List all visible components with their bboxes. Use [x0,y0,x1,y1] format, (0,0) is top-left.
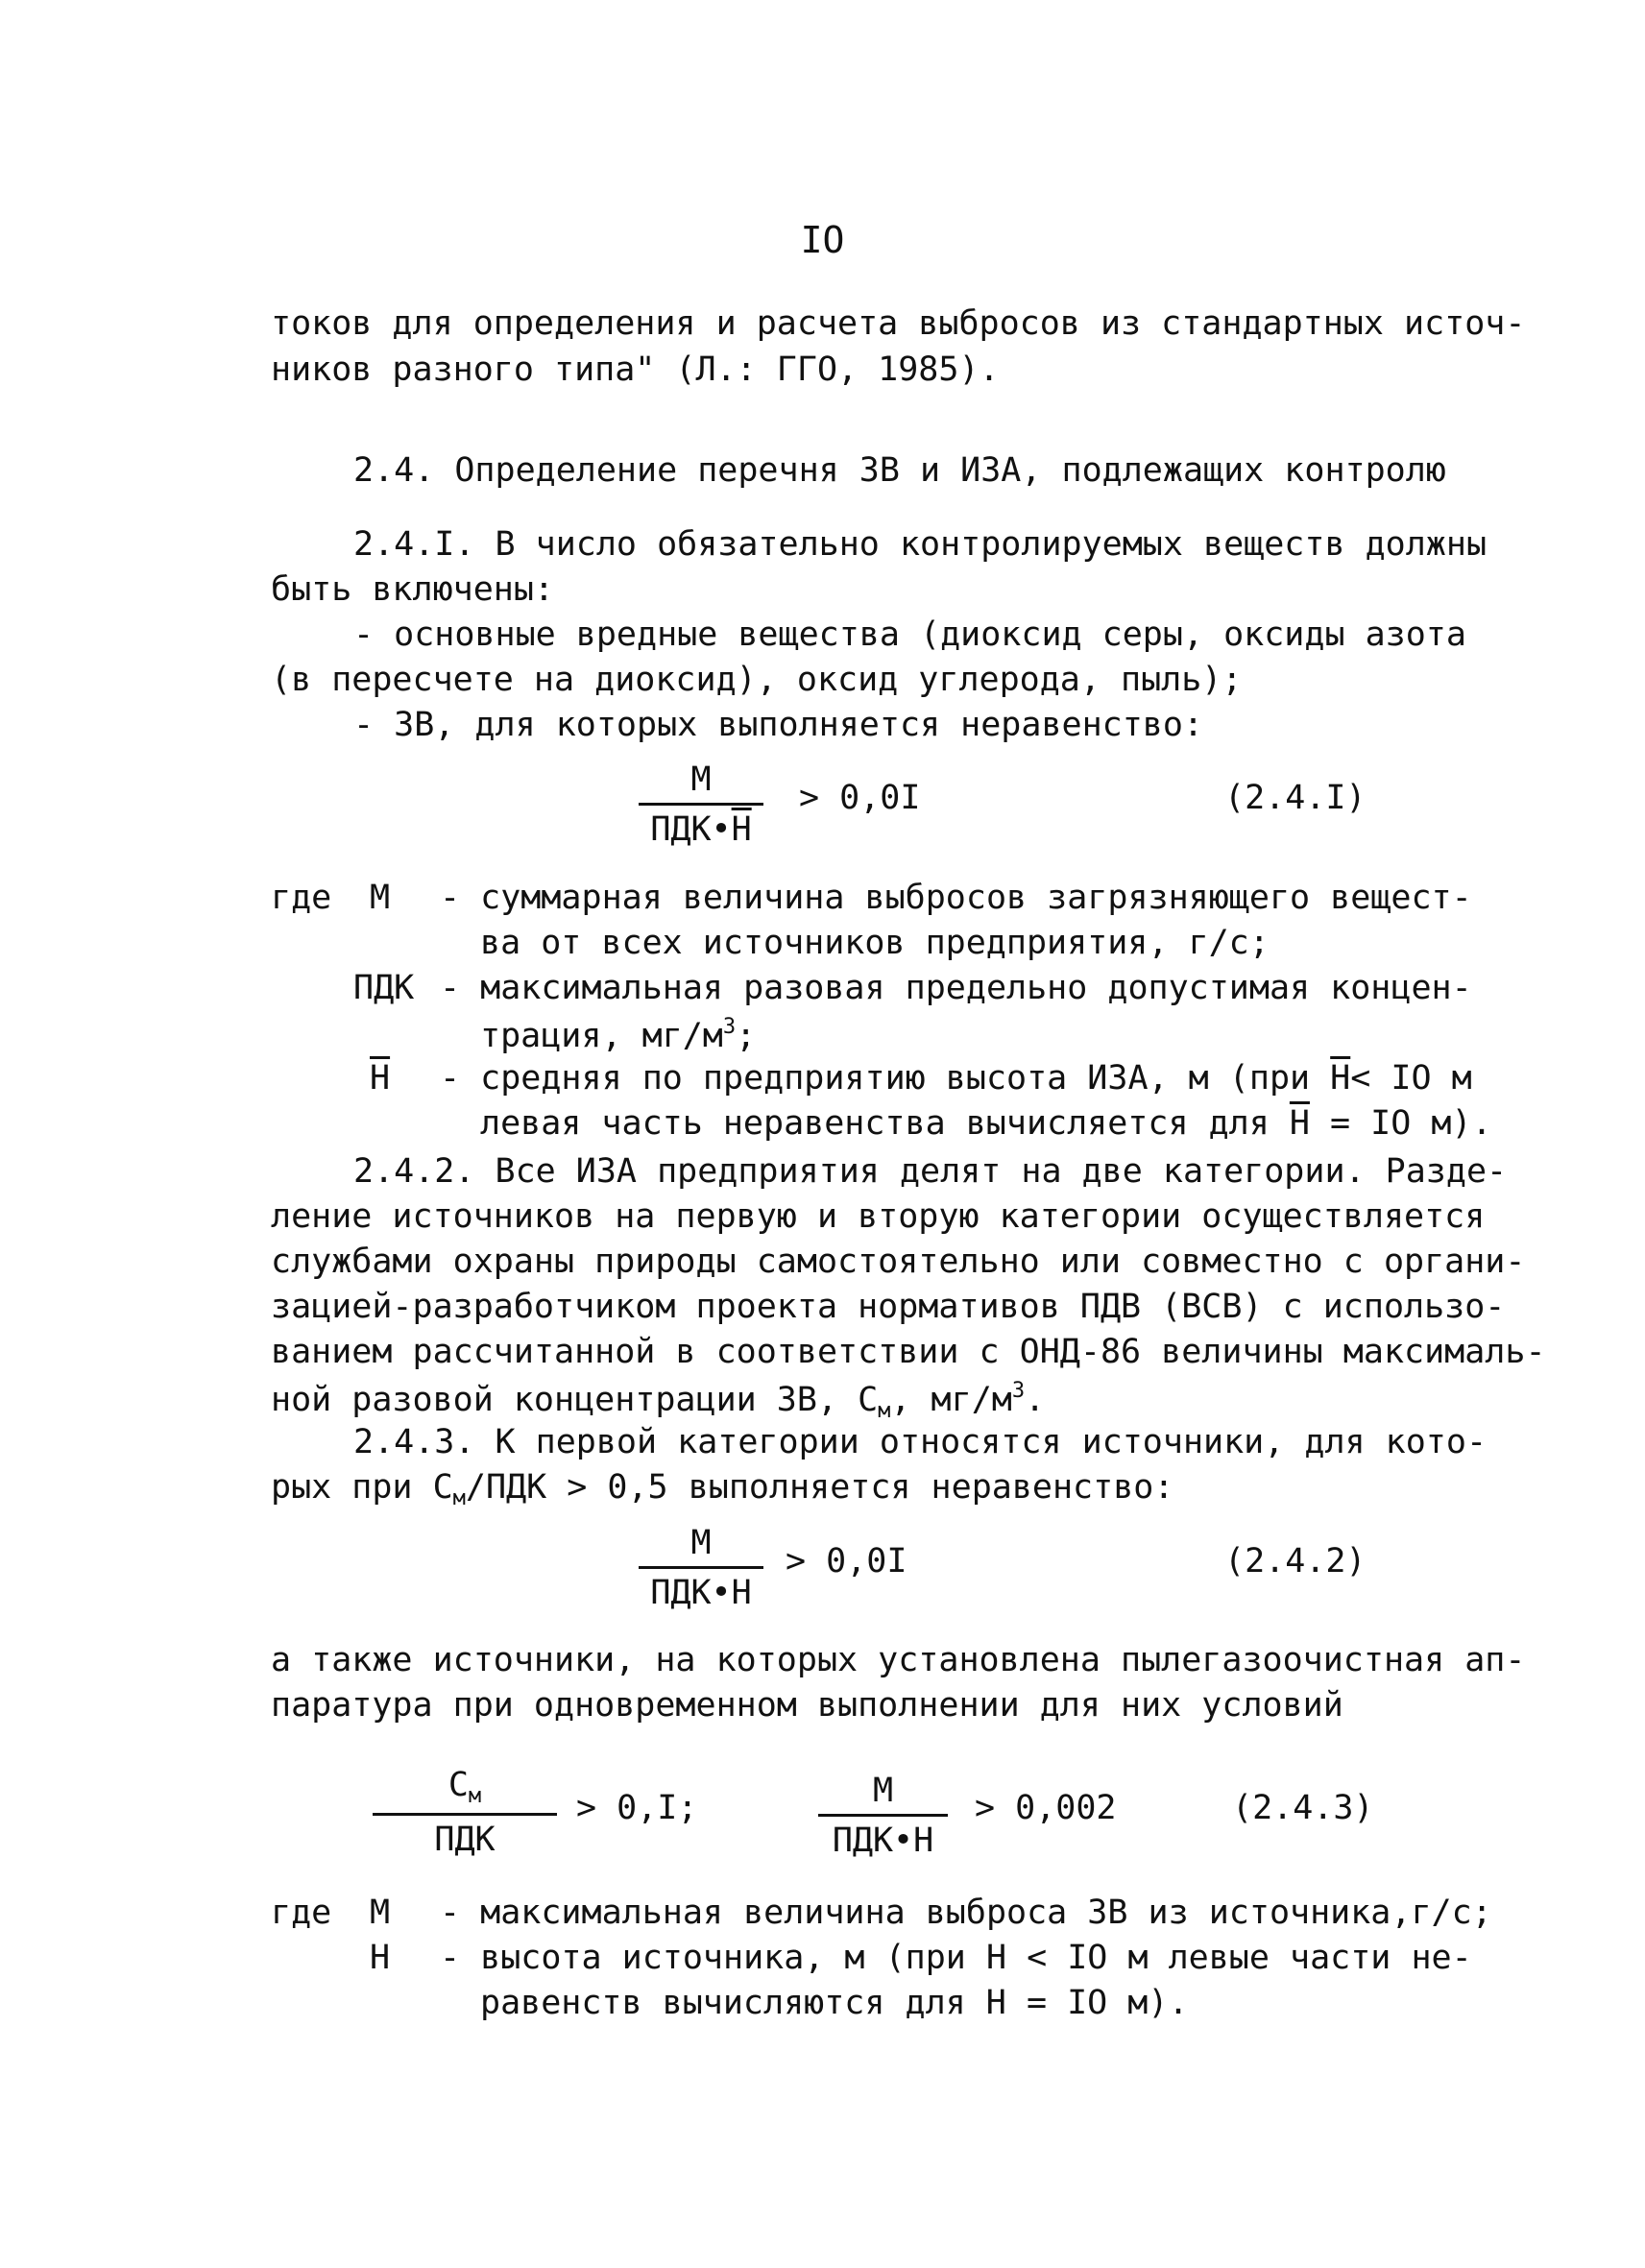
numerator: $С_м$ [448,1766,482,1808]
definition-line: равенств вычисляются для Н = IO м). [480,1984,1189,2022]
text-line: - основные вредные вещества (диоксид серы, оксиды азота [353,615,1466,654]
text-line: рых при $С_м$/ПДК > 0,5 выполняется неравенство: [271,1468,1174,1510]
definition-line: - максимальная величина выброса ЗВ из источника,г/с; [440,1894,1492,1932]
definition-line: - высота источника, м (при Н < IO м левые части не- [440,1939,1472,1977]
denominator-text: ПДК• [650,810,732,849]
fraction [373,1766,557,1859]
inequality-rhs: > 0,002 [975,1789,1117,1827]
text-line: - ЗВ, для которых выполняется неравенство: [353,706,1204,744]
inequality-rhs: > 0,0I [786,1542,907,1580]
denominator: ПДК [434,1821,496,1859]
text-line: 2.4.I. В число обязательно контролируемых веществ должны [353,525,1488,564]
definition-line: - средняя по предприятию высота ИЗА, м (при Н< IO м [440,1059,1472,1098]
symbol-m: М [370,1894,391,1932]
text-line: а также источники, на которых установлена пылегазоочистная ап- [271,1641,1526,1679]
symbol-pdk: ПДК [353,969,415,1007]
where-word: где [271,1894,332,1932]
page-number: IO [800,219,845,261]
symbol-m: М [370,879,391,917]
fraction [639,760,763,849]
numerator: М [690,760,712,799]
numerator: М [872,1772,894,1810]
definition-line: трация, $мг/м^3$; [480,1015,757,1055]
text-line: ной разовой концентрации ЗВ, $С_м$, $мг/м^3$. [271,1379,1046,1423]
inequality-rhs: > 0,I; [576,1789,698,1827]
mean-height-symbol: Н [731,810,752,849]
definition-line: левая часть неравенства вычисляется для Н = IO м). [480,1104,1492,1143]
text-line: токов для определения и расчета выбросов из стандартных источ- [271,304,1526,343]
denominator: ПДК•Н [832,1822,934,1860]
text-line: зацией-разработчиком проекта нормативов ПДВ (ВСВ) с использо- [271,1288,1506,1326]
equation-number: (2.4.3) [1232,1789,1374,1827]
text-line: быть включены: [271,570,555,609]
text-line: (в пересчете на диоксид), оксид углерода, пыль); [271,661,1243,699]
text-line: ление источников на первую и вторую категории осуществляется [271,1197,1486,1236]
symbol-h-mean: Н [370,1059,391,1098]
symbol-h: Н [370,1939,391,1977]
denominator: ПДК•Н [650,1574,752,1612]
text-line: 2.4.3. К первой категории относятся источники, для кото- [353,1423,1488,1461]
equation-number: (2.4.2) [1224,1542,1367,1580]
text-line: 2.4.2. Все ИЗА предприятия делят на две категории. Разде- [353,1152,1508,1191]
text-line: паратура при одновременном выполнении для них условий [271,1686,1343,1725]
text-line: ников разного типа" (Л.: ГГО, 1985). [271,350,1000,389]
definition-line: - максимальная разовая предельно допустимая концен- [440,969,1472,1007]
inequality-rhs: > 0,0I [799,779,921,817]
fraction [639,1524,763,1612]
text-line: службами охраны природы самостоятельно или совместно с органи- [271,1243,1526,1281]
text-line: ванием рассчитанной в соответствии с ОНД-86 величины максималь- [271,1333,1546,1371]
definition-line: - суммарная величина выбросов загрязняющего вещест- [440,879,1472,917]
numerator: М [690,1524,712,1562]
definition-line: ва от всех источников предприятия, г/с; [480,924,1270,962]
section-heading: 2.4. Определение перечня ЗВ и ИЗА, подлежащих контролю [353,451,1446,490]
fraction [818,1774,948,1858]
where-word: где [271,879,332,917]
denominator [639,806,763,847]
equation-number: (2.4.I) [1224,779,1367,817]
